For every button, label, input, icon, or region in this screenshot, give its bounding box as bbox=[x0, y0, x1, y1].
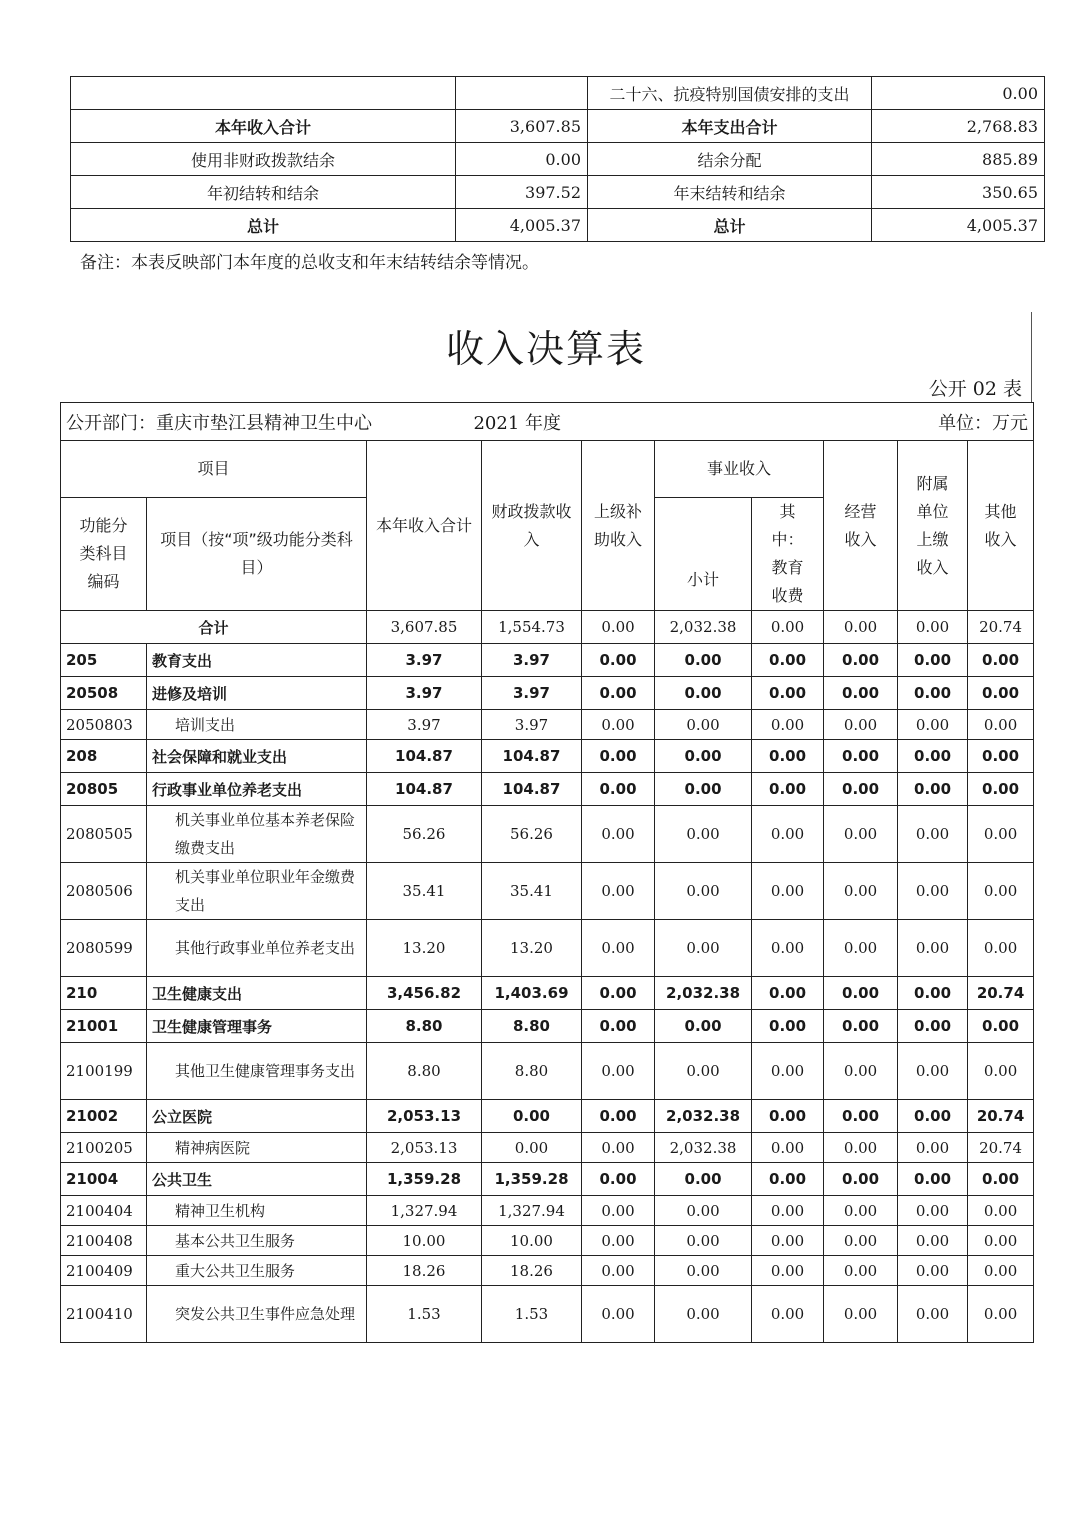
value-cell: 0.00 bbox=[582, 920, 655, 977]
value-cell: 0.00 bbox=[752, 1163, 824, 1196]
value-cell: 1,403.69 bbox=[482, 977, 582, 1010]
table-row bbox=[61, 710, 1034, 740]
value-cell: 0.00 bbox=[582, 773, 655, 806]
header-fiscal: 财政拨款收入 bbox=[482, 441, 582, 611]
value-cell: 1.53 bbox=[482, 1286, 582, 1343]
item-code: 2100409 bbox=[61, 1256, 147, 1286]
header-name: 项目（按“项”级功能分类科目） bbox=[147, 498, 367, 611]
value-cell: 0.00 bbox=[898, 806, 968, 863]
value-cell: 20.74 bbox=[968, 1100, 1034, 1133]
value-cell: 0.00 bbox=[655, 1286, 752, 1343]
value-cell: 0.00 bbox=[898, 920, 968, 977]
value-cell: 0.00 bbox=[824, 806, 898, 863]
value-cell: 0.00 bbox=[824, 977, 898, 1010]
value-cell: 0.00 bbox=[655, 710, 752, 740]
value-cell: 0.00 bbox=[582, 1100, 655, 1133]
item-code: 2100199 bbox=[61, 1043, 147, 1100]
table-row bbox=[61, 977, 1034, 1010]
value-cell: 0.00 bbox=[752, 1196, 824, 1226]
value-cell: 0.00 bbox=[968, 710, 1034, 740]
header-superior: 上级补助收入 bbox=[582, 441, 655, 611]
item-name: 精神卫生机构 bbox=[147, 1196, 367, 1226]
value-cell: 0.00 bbox=[752, 773, 824, 806]
value-cell: 0.00 bbox=[968, 644, 1034, 677]
value-cell: 18.26 bbox=[482, 1256, 582, 1286]
value-cell: 3.97 bbox=[482, 677, 582, 710]
value-cell: 0.00 bbox=[898, 773, 968, 806]
value-cell: 0.00 bbox=[655, 1226, 752, 1256]
value-cell: 0.00 bbox=[898, 677, 968, 710]
summary-expense-label: 本年支出合计 bbox=[588, 110, 872, 143]
value-cell: 18.26 bbox=[367, 1256, 482, 1286]
value-cell: 0.00 bbox=[824, 773, 898, 806]
value-cell: 0.00 bbox=[655, 1256, 752, 1286]
summary-expense-label: 结余分配 bbox=[588, 143, 872, 176]
value-cell: 0.00 bbox=[655, 740, 752, 773]
value-cell: 0.00 bbox=[582, 1196, 655, 1226]
value-cell: 104.87 bbox=[482, 773, 582, 806]
table-row bbox=[61, 1196, 1034, 1226]
value-cell: 0.00 bbox=[752, 1043, 824, 1100]
value-cell: 0.00 bbox=[752, 806, 824, 863]
header-operating: 经营收入 bbox=[824, 441, 898, 611]
value-cell: 0.00 bbox=[582, 1163, 655, 1196]
value-cell: 0.00 bbox=[968, 740, 1034, 773]
item-name: 培训支出 bbox=[147, 710, 367, 740]
value-cell: 0.00 bbox=[898, 1286, 968, 1343]
value-cell: 35.41 bbox=[367, 863, 482, 920]
table-row bbox=[61, 1133, 1034, 1163]
total-cell: 3,607.85 bbox=[367, 611, 482, 644]
value-cell: 0.00 bbox=[898, 644, 968, 677]
total-row bbox=[61, 611, 1034, 644]
total-label: 合计 bbox=[61, 611, 367, 644]
table-row bbox=[61, 1100, 1034, 1133]
value-cell: 1,327.94 bbox=[482, 1196, 582, 1226]
item-code: 20508 bbox=[61, 677, 147, 710]
value-cell: 2,053.13 bbox=[367, 1100, 482, 1133]
value-cell: 0.00 bbox=[752, 1256, 824, 1286]
page-title: 收入决算表 bbox=[445, 327, 646, 371]
table-row bbox=[61, 1256, 1034, 1286]
value-cell: 0.00 bbox=[968, 1043, 1034, 1100]
item-code: 2080599 bbox=[61, 920, 147, 977]
value-cell: 0.00 bbox=[482, 1100, 582, 1133]
value-cell: 0.00 bbox=[752, 1010, 824, 1043]
value-cell: 8.80 bbox=[482, 1010, 582, 1043]
value-cell: 10.00 bbox=[367, 1226, 482, 1256]
value-cell: 0.00 bbox=[655, 1196, 752, 1226]
value-cell: 13.20 bbox=[482, 920, 582, 977]
value-cell: 104.87 bbox=[367, 773, 482, 806]
value-cell: 0.00 bbox=[824, 1133, 898, 1163]
value-cell: 0.00 bbox=[824, 740, 898, 773]
summary-expense-label: 年末结转和结余 bbox=[588, 176, 872, 209]
value-cell: 35.41 bbox=[482, 863, 582, 920]
value-cell: 0.00 bbox=[752, 740, 824, 773]
value-cell: 0.00 bbox=[898, 1256, 968, 1286]
header-affiliated: 附属单位上缴收入 bbox=[898, 441, 968, 611]
item-code: 2100205 bbox=[61, 1133, 147, 1163]
value-cell: 2,032.38 bbox=[655, 977, 752, 1010]
value-cell: 0.00 bbox=[752, 1133, 824, 1163]
item-name: 社会保障和就业支出 bbox=[147, 740, 367, 773]
item-name: 机关事业单位基本养老保险缴费支出 bbox=[147, 806, 367, 863]
value-cell: 0.00 bbox=[582, 1043, 655, 1100]
value-cell: 0.00 bbox=[824, 1286, 898, 1343]
table-row bbox=[61, 1226, 1034, 1256]
item-name: 行政事业单位养老支出 bbox=[147, 773, 367, 806]
table-row bbox=[61, 677, 1034, 710]
value-cell: 3.97 bbox=[482, 710, 582, 740]
value-cell: 0.00 bbox=[824, 1043, 898, 1100]
value-cell: 0.00 bbox=[582, 1256, 655, 1286]
item-name: 其他行政事业单位养老支出 bbox=[147, 920, 367, 977]
value-cell: 2,032.38 bbox=[655, 1133, 752, 1163]
value-cell: 0.00 bbox=[752, 920, 824, 977]
value-cell: 1,359.28 bbox=[482, 1163, 582, 1196]
value-cell: 0.00 bbox=[582, 740, 655, 773]
item-name: 进修及培训 bbox=[147, 677, 367, 710]
summary-row bbox=[71, 143, 1045, 176]
table-row bbox=[61, 806, 1034, 863]
total-cell: 0.00 bbox=[582, 611, 655, 644]
table-row bbox=[61, 644, 1034, 677]
value-cell: 0.00 bbox=[655, 863, 752, 920]
value-cell: 0.00 bbox=[582, 1010, 655, 1043]
item-code: 21002 bbox=[61, 1100, 147, 1133]
header-code: 功能分类科目编码 bbox=[61, 498, 147, 611]
value-cell: 1.53 bbox=[367, 1286, 482, 1343]
value-cell: 3.97 bbox=[367, 644, 482, 677]
form-code: 公开 02 表 bbox=[928, 378, 1022, 400]
summary-income-value: 397.52 bbox=[456, 176, 588, 209]
summary-income-label: 总计 bbox=[71, 209, 456, 242]
value-cell: 0.00 bbox=[582, 677, 655, 710]
value-cell: 0.00 bbox=[582, 977, 655, 1010]
value-cell: 0.00 bbox=[824, 677, 898, 710]
value-cell: 0.00 bbox=[752, 1226, 824, 1256]
table-row bbox=[61, 1043, 1034, 1100]
total-cell: 0.00 bbox=[898, 611, 968, 644]
summary-row bbox=[71, 209, 1045, 242]
item-name: 重大公共卫生服务 bbox=[147, 1256, 367, 1286]
value-cell: 0.00 bbox=[824, 1256, 898, 1286]
value-cell: 0.00 bbox=[582, 1286, 655, 1343]
value-cell: 0.00 bbox=[824, 644, 898, 677]
value-cell: 0.00 bbox=[898, 740, 968, 773]
value-cell: 0.00 bbox=[968, 1256, 1034, 1286]
value-cell: 0.00 bbox=[582, 863, 655, 920]
value-cell: 0.00 bbox=[655, 1043, 752, 1100]
table-row bbox=[61, 1286, 1034, 1343]
value-cell: 13.20 bbox=[367, 920, 482, 977]
value-cell: 0.00 bbox=[824, 1196, 898, 1226]
summary-row bbox=[71, 110, 1045, 143]
value-cell: 0.00 bbox=[655, 1010, 752, 1043]
value-cell: 8.80 bbox=[367, 1010, 482, 1043]
item-code: 21004 bbox=[61, 1163, 147, 1196]
summary-expense-label: 总计 bbox=[588, 209, 872, 242]
value-cell: 20.74 bbox=[968, 1133, 1034, 1163]
value-cell: 10.00 bbox=[482, 1226, 582, 1256]
summary-income-label: 使用非财政拨款结余 bbox=[71, 143, 456, 176]
item-name: 基本公共卫生服务 bbox=[147, 1226, 367, 1256]
value-cell: 0.00 bbox=[898, 1100, 968, 1133]
value-cell: 2,032.38 bbox=[655, 1100, 752, 1133]
value-cell: 0.00 bbox=[824, 710, 898, 740]
value-cell: 8.80 bbox=[367, 1043, 482, 1100]
table-row bbox=[61, 1010, 1034, 1043]
value-cell: 0.00 bbox=[752, 863, 824, 920]
value-cell: 0.00 bbox=[752, 1100, 824, 1133]
value-cell: 0.00 bbox=[655, 806, 752, 863]
value-cell: 0.00 bbox=[655, 920, 752, 977]
value-cell: 0.00 bbox=[968, 920, 1034, 977]
summary-table bbox=[70, 76, 1045, 242]
item-name: 公立医院 bbox=[147, 1100, 367, 1133]
income-table bbox=[60, 402, 1034, 1343]
value-cell: 0.00 bbox=[752, 677, 824, 710]
item-name: 突发公共卫生事件应急处理 bbox=[147, 1286, 367, 1343]
value-cell: 0.00 bbox=[968, 1163, 1034, 1196]
value-cell: 8.80 bbox=[482, 1043, 582, 1100]
summary-income-value: 4,005.37 bbox=[456, 209, 588, 242]
value-cell: 0.00 bbox=[582, 644, 655, 677]
table-note: 备注：本表反映部门本年度的总收支和年末结转结余等情况。 bbox=[80, 253, 539, 273]
header-education: 其中：教育收费 bbox=[752, 498, 824, 611]
summary-income-label: 本年收入合计 bbox=[71, 110, 456, 143]
department-label bbox=[61, 403, 655, 441]
item-code: 205 bbox=[61, 644, 147, 677]
item-name: 机关事业单位职业年金缴费支出 bbox=[147, 863, 367, 920]
value-cell: 0.00 bbox=[968, 1196, 1034, 1226]
summary-expense-label: 二十六、抗疫特别国债安排的支出 bbox=[588, 77, 872, 110]
value-cell: 2,053.13 bbox=[367, 1133, 482, 1163]
value-cell: 0.00 bbox=[824, 920, 898, 977]
summary-income-value: 3,607.85 bbox=[456, 110, 588, 143]
value-cell: 0.00 bbox=[752, 1286, 824, 1343]
value-cell: 0.00 bbox=[582, 1133, 655, 1163]
value-cell: 0.00 bbox=[582, 710, 655, 740]
table-row bbox=[61, 1163, 1034, 1196]
item-code: 210 bbox=[61, 977, 147, 1010]
value-cell: 0.00 bbox=[655, 773, 752, 806]
value-cell: 56.26 bbox=[367, 806, 482, 863]
summary-row bbox=[71, 176, 1045, 209]
value-cell: 0.00 bbox=[482, 1133, 582, 1163]
table-row bbox=[61, 863, 1034, 920]
summary-income-value bbox=[456, 77, 588, 110]
total-cell: 2,032.38 bbox=[655, 611, 752, 644]
value-cell: 1,359.28 bbox=[367, 1163, 482, 1196]
summary-expense-value: 4,005.37 bbox=[872, 209, 1045, 242]
value-cell: 0.00 bbox=[898, 977, 968, 1010]
value-cell: 56.26 bbox=[482, 806, 582, 863]
info-row bbox=[61, 403, 1034, 441]
value-cell: 3.97 bbox=[367, 677, 482, 710]
value-cell: 0.00 bbox=[655, 677, 752, 710]
item-code: 2080505 bbox=[61, 806, 147, 863]
value-cell: 0.00 bbox=[898, 1196, 968, 1226]
item-name: 教育支出 bbox=[147, 644, 367, 677]
value-cell: 1,327.94 bbox=[367, 1196, 482, 1226]
value-cell: 0.00 bbox=[824, 1226, 898, 1256]
value-cell: 0.00 bbox=[582, 1226, 655, 1256]
unit-label: 单位：万元 bbox=[655, 403, 1034, 441]
item-name: 公共卫生 bbox=[147, 1163, 367, 1196]
value-cell: 0.00 bbox=[968, 1226, 1034, 1256]
department: 公开部门：重庆市垫江县精神卫生中心 bbox=[66, 412, 372, 434]
header-business: 事业收入 bbox=[655, 441, 824, 498]
value-cell: 0.00 bbox=[968, 806, 1034, 863]
item-code: 2100410 bbox=[61, 1286, 147, 1343]
header-project: 项目 bbox=[61, 441, 367, 498]
table-row bbox=[61, 740, 1034, 773]
value-cell: 0.00 bbox=[752, 644, 824, 677]
value-cell: 0.00 bbox=[968, 677, 1034, 710]
item-code: 2050803 bbox=[61, 710, 147, 740]
item-name: 卫生健康支出 bbox=[147, 977, 367, 1010]
total-cell: 0.00 bbox=[752, 611, 824, 644]
item-code: 2100404 bbox=[61, 1196, 147, 1226]
fiscal-year: 2021 年度 bbox=[473, 412, 561, 434]
item-code: 21001 bbox=[61, 1010, 147, 1043]
value-cell: 3,456.82 bbox=[367, 977, 482, 1010]
total-cell: 20.74 bbox=[968, 611, 1034, 644]
value-cell: 0.00 bbox=[582, 806, 655, 863]
summary-row bbox=[71, 77, 1045, 110]
value-cell: 104.87 bbox=[482, 740, 582, 773]
summary-income-label: 年初结转和结余 bbox=[71, 176, 456, 209]
value-cell: 0.00 bbox=[898, 1010, 968, 1043]
summary-income-value: 0.00 bbox=[456, 143, 588, 176]
value-cell: 3.97 bbox=[367, 710, 482, 740]
header-total: 本年收入合计 bbox=[367, 441, 482, 611]
header-other: 其他收入 bbox=[968, 441, 1034, 611]
value-cell: 0.00 bbox=[968, 773, 1034, 806]
value-cell: 0.00 bbox=[824, 863, 898, 920]
item-code: 208 bbox=[61, 740, 147, 773]
table-row bbox=[61, 773, 1034, 806]
total-cell: 1,554.73 bbox=[482, 611, 582, 644]
value-cell: 0.00 bbox=[898, 863, 968, 920]
summary-expense-value: 0.00 bbox=[872, 77, 1045, 110]
summary-income-label bbox=[71, 77, 456, 110]
item-name: 其他卫生健康管理事务支出 bbox=[147, 1043, 367, 1100]
value-cell: 0.00 bbox=[898, 1163, 968, 1196]
item-code: 2100408 bbox=[61, 1226, 147, 1256]
table-row bbox=[61, 920, 1034, 977]
value-cell: 104.87 bbox=[367, 740, 482, 773]
item-code: 20805 bbox=[61, 773, 147, 806]
value-cell: 0.00 bbox=[655, 644, 752, 677]
value-cell: 0.00 bbox=[898, 710, 968, 740]
value-cell: 0.00 bbox=[898, 1043, 968, 1100]
summary-expense-value: 885.89 bbox=[872, 143, 1045, 176]
value-cell: 0.00 bbox=[898, 1226, 968, 1256]
summary-expense-value: 350.65 bbox=[872, 176, 1045, 209]
item-code: 2080506 bbox=[61, 863, 147, 920]
value-cell: 0.00 bbox=[824, 1100, 898, 1133]
value-cell: 0.00 bbox=[968, 1010, 1034, 1043]
value-cell: 0.00 bbox=[655, 1163, 752, 1196]
value-cell: 0.00 bbox=[752, 710, 824, 740]
item-name: 精神病医院 bbox=[147, 1133, 367, 1163]
value-cell: 0.00 bbox=[968, 1286, 1034, 1343]
value-cell: 0.00 bbox=[824, 1010, 898, 1043]
total-cell: 0.00 bbox=[824, 611, 898, 644]
value-cell: 3.97 bbox=[482, 644, 582, 677]
value-cell: 0.00 bbox=[752, 977, 824, 1010]
value-cell: 0.00 bbox=[968, 863, 1034, 920]
value-cell: 0.00 bbox=[824, 1163, 898, 1196]
header-subtotal: 小计 bbox=[655, 498, 752, 611]
value-cell: 20.74 bbox=[968, 977, 1034, 1010]
summary-expense-value: 2,768.83 bbox=[872, 110, 1045, 143]
item-name: 卫生健康管理事务 bbox=[147, 1010, 367, 1043]
value-cell: 0.00 bbox=[898, 1133, 968, 1163]
